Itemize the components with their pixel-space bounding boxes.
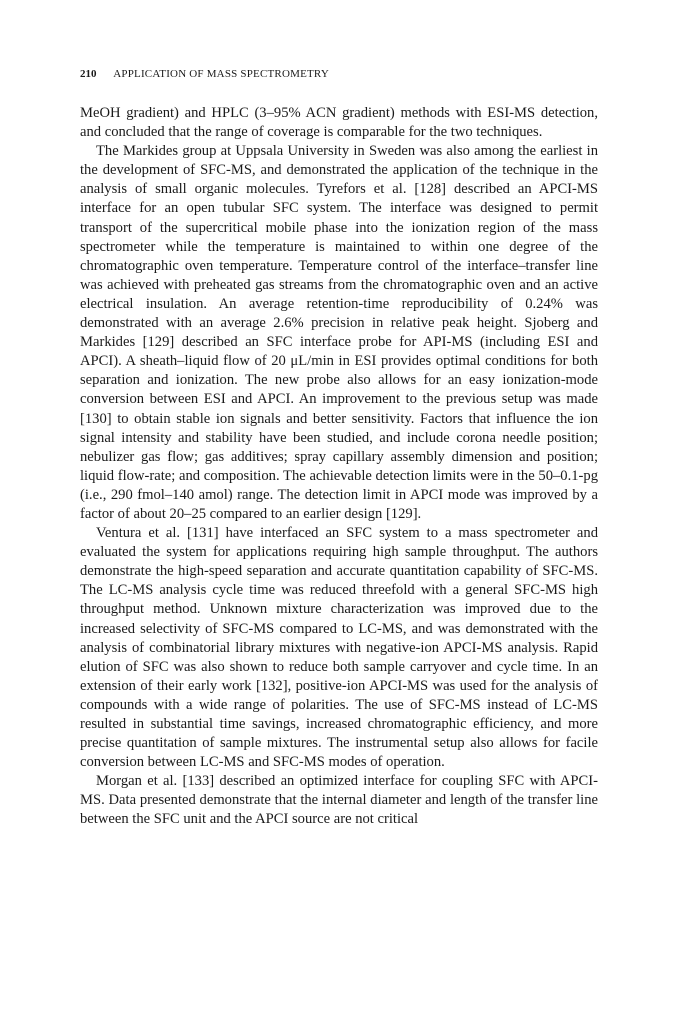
running-head xyxy=(80,66,598,82)
running-title: APPLICATION OF MASS SPECTROMETRY xyxy=(113,68,329,80)
page-number: 210 xyxy=(80,68,97,80)
body-text xyxy=(80,104,598,830)
paragraph-ventura: Ventura et al. [131] have interfaced an SFC system to a mass spectrometer and evaluated the system for applications requiring high sample throughput. The authors demonstrate the high-speed separation and accurate quantitation capability of SFC-MS. The LC-MS analysis cycle time was reduced threefold with a general SFC-MS high throughput method. Unknown mixture characterization was improved due to the increased selectivity of SFC-MS compared to LC-MS, and was demonstrated with the analysis of combinatorial library mixtures with negative-ion APCI-MS analysis. Rapid elution of SFC was also shown to reduce both sample carryover and cycle time. In an extension of their early work [132], positive-ion APCI-MS was used for the analysis of compounds with a wide range of polarities. The use of SFC-MS instead of LC-MS resulted in substantial time savings, increased chromatographic efficiency, and more precise quantitation of sample mixtures. The instrumental setup also allows for facile conversion between LC-MS and SFC-MS modes of operation. xyxy=(80,525,598,771)
paragraph-markides: The Markides group at Uppsala University in Sweden was also among the earliest in the development of SFC-MS, and demonstrated the application of the technique in the analysis of small organic molecules. Tyrefors et al. [128] described an APCI-MS interface for an open tubular SFC system. The interface was designed to permit transport of the supercritical mobile phase into the ionization region of the mass spectrometer while the temperature is maintained to within one degree of the chromatographic oven temperature. Temperature control of the interface–transfer line was achieved with preheated gas streams from the chromatographic oven and an active electrical insulation. An average retention-time reproducibility of 0.24% was demonstrated with an average 2.6% precision in relative peak height. Sjoberg and Markides [129] described an SFC interface probe for API-MS (including ESI and APCI). A sheath–liquid flow of 20 μL/min in ESI provides optimal conditions for both separation and ionization. The new probe also allows for an easy ionization-mode conversion between ESI and APCI. An improvement to the previous setup was made [130] to obtain stable ion signals and better sensitivity. Factors that influence the ion signal intensity and stability have been studied, and include corona needle position; nebulizer gas flow; gas additives; spray capillary assembly dimension and position; liquid flow-rate; and composition. The achievable detection limits were in the 50–0.1-pg (i.e., 290 fmol–140 amol) range. The detection limit in APCI mode was improved by a factor of about 20–25 compared to an earlier design [129]. xyxy=(80,143,598,522)
paragraph-morgan: Morgan et al. [133] described an optimized interface for coupling SFC with APCI-MS. Data presented demonstrate that the internal diameter and length of the transfer line between the SFC unit and the APCI source are not critical xyxy=(80,773,598,828)
book-page xyxy=(80,66,598,830)
paragraph-continued: MeOH gradient) and HPLC (3–95% ACN gradient) methods with ESI-MS detection, and concluded that the range of coverage is comparable for the two techniques. xyxy=(80,105,598,141)
